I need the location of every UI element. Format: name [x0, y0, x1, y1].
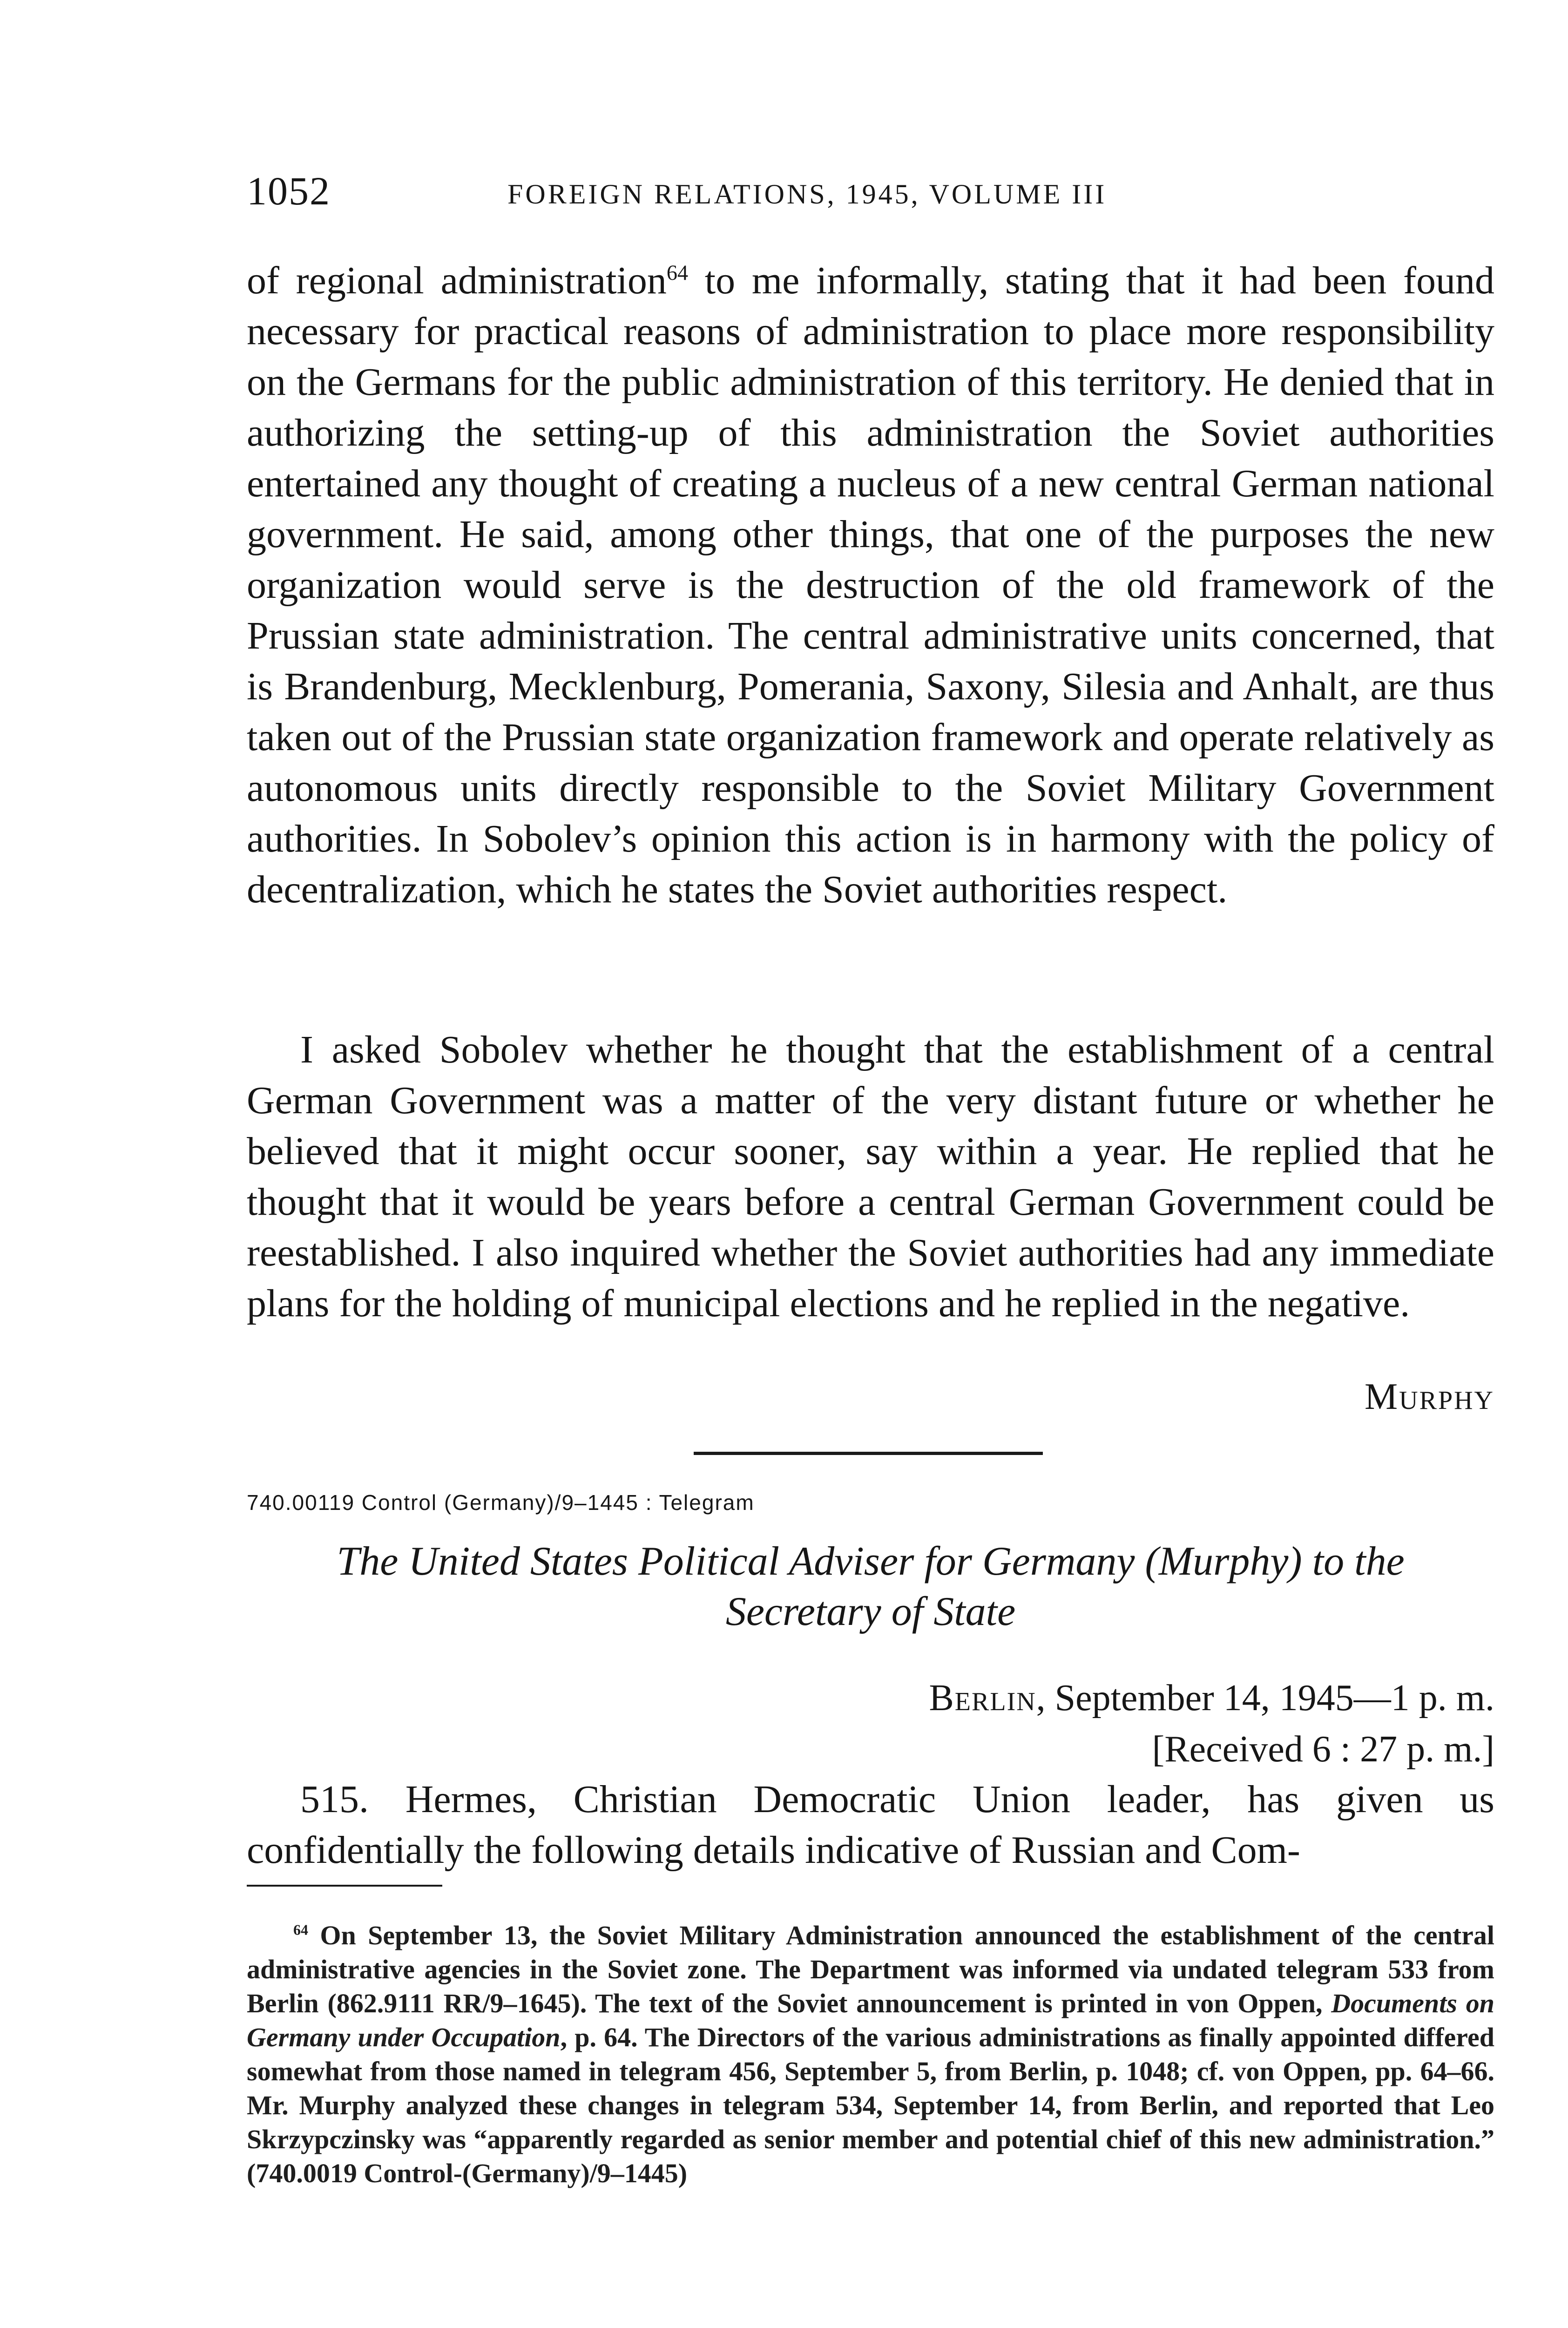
received-time: [Received 6 : 27 p. m.]: [1152, 1729, 1494, 1770]
telegram-body: 515. Hermes, Christian Democratic Union leader, has given us confidentially the following details indicative of Russian and Com-: [247, 1778, 1494, 1872]
dateline-place: Berlin: [929, 1678, 1036, 1719]
paragraph-sobolev-question: I asked Sobolev whether he thought that the establishment of a central German Government was a matter of the very distant future or whether he believed that it might occur sooner, say within a year. He replied that he thought that it would be years before a central German Government could be reestablished. I also inquired whether the Soviet authorities had any immediate plans for the holding of municipal elections and he replied in the negative.: [247, 1028, 1494, 1325]
footnote-text-end: , p. 64. The Directors of the various administrations as finally appointed differed somewhat from those named in telegram 456, September 5, from Berlin, p. 1048; cf. von Oppen, pp. 64–66. Mr. Murphy analyzed these changes in telegram 534, September 14, from Berlin, and reported that Leo Skrzypczinsky was “apparently regarded as senior member and potential chief of this new administration.” (740.0019 Control-(Germany)/9–1445): [247, 2022, 1494, 2188]
footnote-book-title: Documents on Germany under Occupation: [247, 1988, 1494, 2052]
footnote-marker: 64: [293, 1922, 308, 1938]
signature: Murphy: [1365, 1376, 1494, 1417]
page-header: [247, 165, 1494, 217]
document-title-line-1: The United States Political Adviser for Germany (Murphy) to the: [337, 1539, 1405, 1584]
footnote-rule: [247, 1885, 442, 1887]
footnote-reference: 64: [666, 261, 689, 284]
dateline-date: , September 14, 1945—1 p. m.: [1036, 1678, 1494, 1719]
document-page: [247, 0, 1494, 2328]
dateline: [929, 1674, 1494, 1722]
footnote-64: [247, 1918, 1494, 2190]
paragraph-continuation-rest: to me informally, stating that it had been found necessary for practical reasons of administration to place more responsibility on the Germans for the public administration of this territory. He denied that in authorizing the setting-up of this administration the Soviet authorities entertained any thought of creating a nucleus of a new central German national government. He said, among other things, that one of the purposes the new organization would serve is the destruction of the old framework of the Prussian state administration. The central administrative units concerned, that is Brandenburg, Mecklenburg, Pomerania, Saxony, Silesia and Anhalt, are thus taken out of the Prussian state organization framework and operate relatively as autonomous units directly responsible to the Soviet Military Government authorities. In Sobolev’s opinion this action is in harmony with the policy of decentralization, which he states the Soviet authorities respect.: [247, 259, 1494, 911]
running-head: FOREIGN RELATIONS, 1945, VOLUME III: [507, 179, 1107, 210]
paragraph-continuation: [247, 255, 1494, 915]
section-divider: [694, 1452, 1043, 1455]
document-title: [247, 1536, 1494, 1637]
document-title-line-2: Secretary of State: [725, 1589, 1016, 1634]
page-number: 1052: [247, 169, 331, 213]
file-reference: 740.00119 Control (Germany)/9–1445 : Telegram: [247, 1490, 755, 1515]
footnote-text-start: On September 13, the Soviet Military Administration announced the establishment of the central administrative agencies in the Soviet zone. The Department was informed via undated telegram 533 from Berlin (862.9111 RR/9–1645). The text of the Soviet announcement is printed in von Oppen,: [247, 1920, 1494, 2018]
paragraph-continuation-start: of regional administration: [247, 259, 667, 302]
